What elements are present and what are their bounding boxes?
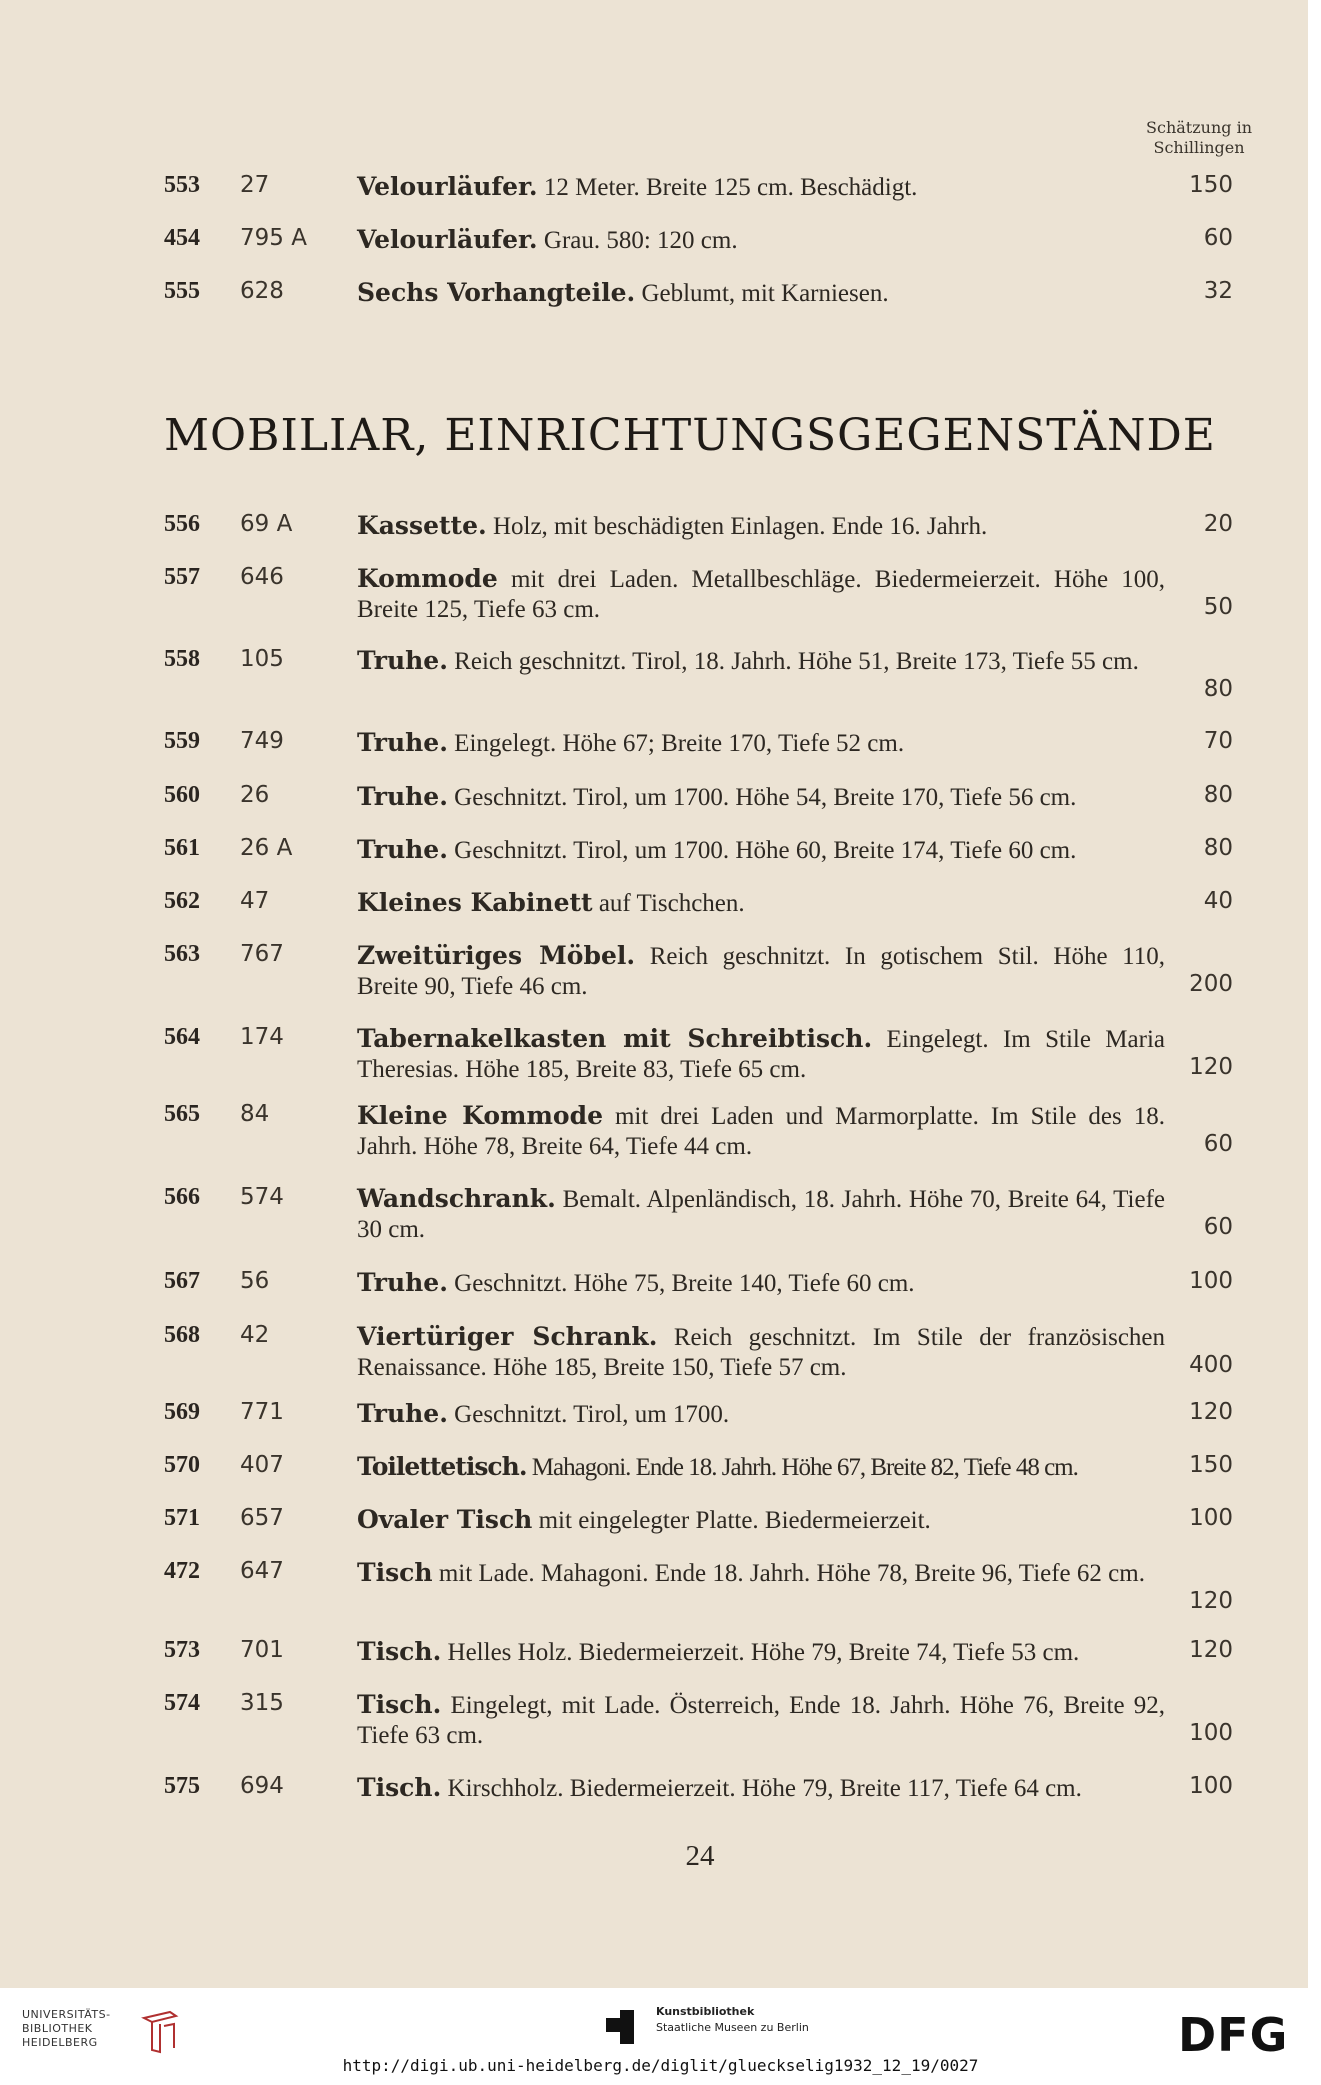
estimate-price: 32 [1203, 278, 1233, 304]
estimate-price: 100 [1189, 1505, 1233, 1531]
inventory-number: 26 [240, 782, 270, 808]
lot-number: 563 [164, 941, 200, 967]
inventory-number: 647 [240, 1558, 284, 1584]
entry-text: Reich geschnitzt. Im Stile der französischen Renaissance. Höhe 185, Breite 150, Tiefe 57 cm. [357, 1324, 1166, 1381]
entry-text: Geschnitzt. Tirol, um 1700. [454, 1401, 730, 1428]
estimate-column-header [1146, 118, 1252, 158]
estimate-price: 100 [1189, 1773, 1233, 1799]
inventory-number: 767 [240, 941, 284, 967]
entry-description [357, 1637, 1165, 1668]
inventory-number: 574 [240, 1184, 284, 1210]
entry-text: Reich geschnitzt. Tirol, 18. Jahrh. Höhe 51, Breite 173, Tiefe 55 cm. [454, 648, 1139, 675]
entry-description [357, 225, 1165, 256]
entry-title: Kassette. [357, 511, 487, 540]
estimate-price: 60 [1203, 1131, 1233, 1157]
lot-number: 472 [164, 1558, 200, 1584]
entry-description [357, 782, 1165, 813]
entry-description [357, 1690, 1165, 1751]
entry-title: Toilettetisch. [357, 1452, 527, 1481]
estimate-price: 100 [1189, 1268, 1233, 1294]
university-library-logo[interactable] [22, 2008, 162, 2050]
lot-number: 562 [164, 888, 200, 914]
lot-number: 558 [164, 646, 200, 672]
university-line-3: HEIDELBERG [22, 2036, 98, 2049]
kunstbibliothek-title: Kunstbibliothek [656, 2005, 755, 2018]
entry-title: Velourläufer. [357, 225, 538, 254]
entry-text: Bemalt. Alpenländisch, 18. Jahrh. Höhe 70, Breite 64, Tiefe 30 cm. [357, 1186, 1166, 1243]
kunstbibliothek-subtitle: Staatliche Museen zu Berlin [656, 2021, 809, 2034]
lot-number: 559 [164, 728, 200, 754]
estimate-price: 120 [1189, 1588, 1233, 1614]
estimate-price: 120 [1189, 1054, 1233, 1080]
entry-description [357, 1268, 1165, 1299]
entry-description [357, 646, 1165, 677]
entry-title: Tabernakelkasten mit Schreibtisch. [357, 1024, 873, 1053]
lot-number: 555 [164, 278, 200, 304]
lot-number: 564 [164, 1024, 200, 1050]
entry-text: Eingelegt. Im Stile Maria Theresias. Höhe 185, Breite 83, Tiefe 65 cm. [357, 1026, 1165, 1083]
estimate-price: 60 [1203, 225, 1233, 251]
inventory-number: 646 [240, 564, 284, 590]
inventory-number: 407 [240, 1452, 284, 1478]
dfg-logo[interactable]: DFG [1178, 2008, 1289, 2062]
inventory-number: 56 [240, 1268, 270, 1294]
inventory-number: 694 [240, 1773, 284, 1799]
estimate-price: 20 [1203, 511, 1233, 537]
entry-description [357, 728, 1165, 759]
entry-description [357, 278, 1165, 309]
entry-title: Truhe. [357, 728, 448, 757]
entry-text: Kirschholz. Biedermeierzeit. Höhe 79, Breite 117, Tiefe 64 cm. [447, 1775, 1082, 1802]
inventory-number: 795 A [240, 225, 307, 251]
lot-number: 557 [164, 564, 200, 590]
entry-description [357, 941, 1165, 1002]
inventory-number: 69 A [240, 511, 293, 537]
entry-title: Zweitüriges Möbel. [357, 941, 636, 970]
entry-description [357, 1773, 1165, 1804]
lot-number: 571 [164, 1505, 200, 1531]
inventory-number: 105 [240, 646, 284, 672]
lot-number: 454 [164, 225, 200, 251]
entry-text: Eingelegt, mit Lade. Österreich, Ende 18. Jahrh. Höhe 76, Breite 92, Tiefe 63 cm. [357, 1692, 1166, 1749]
estimate-price: 150 [1189, 1452, 1233, 1478]
entry-description [357, 1322, 1165, 1383]
lot-number: 556 [164, 511, 200, 537]
inventory-number: 701 [240, 1637, 284, 1663]
entry-title: Tisch [357, 1558, 433, 1587]
estimate-price: 40 [1203, 888, 1233, 914]
lot-number: 575 [164, 1773, 200, 1799]
entry-text: Helles Holz. Biedermeierzeit. Höhe 79, Breite 74, Tiefe 53 cm. [447, 1639, 1080, 1666]
lot-number: 567 [164, 1268, 200, 1294]
entry-title: Kleine Kommode [357, 1101, 603, 1130]
entry-description [357, 1399, 1165, 1430]
estimate-header-line-2: Schillingen [1153, 138, 1245, 157]
university-emblem-icon [140, 2010, 180, 2054]
estimate-price: 70 [1203, 728, 1233, 754]
estimate-price: 60 [1203, 1214, 1233, 1240]
estimate-price: 100 [1189, 1720, 1233, 1746]
entry-text: 12 Meter. Breite 125 cm. Beschädigt. [543, 174, 918, 201]
entry-text: Grau. 580: 120 cm. [543, 227, 738, 254]
footer-bar [0, 1988, 1321, 2085]
estimate-price: 50 [1203, 594, 1233, 620]
entry-title: Tisch. [357, 1690, 442, 1719]
entry-description [357, 888, 1165, 919]
inventory-number: 27 [240, 172, 270, 198]
entry-title: Sechs Vorhangteile. [357, 278, 636, 307]
entry-title: Tisch. [357, 1637, 442, 1666]
estimate-header-line-1: Schätzung in [1146, 118, 1252, 137]
estimate-price: 200 [1189, 971, 1233, 997]
inventory-number: 47 [240, 888, 270, 914]
lot-number: 561 [164, 835, 200, 861]
inventory-number: 174 [240, 1024, 284, 1050]
entry-description [357, 511, 1165, 542]
page-number: 24 [685, 1840, 715, 1872]
estimate-price: 400 [1189, 1352, 1233, 1378]
entry-title: Truhe. [357, 646, 448, 675]
estimate-price: 80 [1203, 835, 1233, 861]
entry-title: Truhe. [357, 1268, 448, 1297]
inventory-number: 84 [240, 1101, 270, 1127]
entry-text: Eingelegt. Höhe 67; Breite 170, Tiefe 52 cm. [454, 730, 905, 757]
entry-description [357, 1184, 1165, 1245]
entry-text: mit Lade. Mahagoni. Ende 18. Jahrh. Höhe 78, Breite 96, Tiefe 62 cm. [438, 1560, 1145, 1587]
entry-text: Geschnitzt. Tirol, um 1700. Höhe 54, Breite 170, Tiefe 56 cm. [454, 784, 1077, 811]
entry-text: mit drei Laden und Marmorplatte. Im Stile des 18. Jahrh. Höhe 78, Breite 64, Tiefe 44 cm. [357, 1103, 1165, 1160]
entry-title: Wandschrank. [357, 1184, 556, 1213]
entry-title: Truhe. [357, 835, 448, 864]
entry-title: Velourläufer. [357, 172, 538, 201]
inventory-number: 749 [240, 728, 284, 754]
lot-number: 560 [164, 782, 200, 808]
estimate-price: 120 [1189, 1637, 1233, 1663]
inventory-number: 315 [240, 1690, 284, 1716]
university-line-2: BIBLIOTHEK [22, 2022, 93, 2035]
entry-text: Mahagoni. Ende 18. Jahrh. Höhe 67, Breite 82, Tiefe 48 cm. [531, 1454, 1078, 1481]
lot-number: 574 [164, 1690, 200, 1716]
entry-title: Viertüriger Schrank. [357, 1322, 658, 1351]
entry-text: Holz, mit beschädigten Einlagen. Ende 16. Jahrh. [492, 513, 988, 540]
entry-description [357, 1024, 1165, 1085]
lot-number: 568 [164, 1322, 200, 1348]
lot-number: 570 [164, 1452, 200, 1478]
entry-title: Truhe. [357, 1399, 448, 1428]
entry-text: Geschnitzt. Höhe 75, Breite 140, Tiefe 60 cm. [454, 1270, 915, 1297]
entry-description [357, 1101, 1165, 1162]
entry-text: Geblumt, mit Karniesen. [641, 280, 889, 307]
entry-text: Geschnitzt. Tirol, um 1700. Höhe 60, Breite 174, Tiefe 60 cm. [454, 837, 1077, 864]
estimate-price: 80 [1203, 782, 1233, 808]
estimate-price: 120 [1189, 1399, 1233, 1425]
entry-description [357, 835, 1165, 866]
entry-title: Tisch. [357, 1773, 442, 1802]
entry-text: Reich geschnitzt. In gotischem Stil. Höhe 110, Breite 90, Tiefe 46 cm. [357, 943, 1166, 1000]
entry-title: Truhe. [357, 782, 448, 811]
entry-description [357, 172, 1165, 203]
entry-title: Kleines Kabinett [357, 888, 593, 917]
entry-title: Kommode [357, 564, 498, 593]
inventory-number: 628 [240, 278, 284, 304]
entry-text: mit eingelegter Platte. Biedermeierzeit. [538, 1507, 931, 1534]
section-heading: MOBILIAR, EINRICHTUNGSGEGENSTÄNDE [164, 410, 1216, 461]
entry-text: auf Tischchen. [598, 890, 745, 917]
lot-number: 565 [164, 1101, 200, 1127]
lot-number: 569 [164, 1399, 200, 1425]
lot-number: 566 [164, 1184, 200, 1210]
entry-text: mit drei Laden. Metallbeschläge. Biedermeierzeit. Höhe 100, Breite 125, Tiefe 63 cm. [357, 566, 1165, 623]
entry-description [357, 1505, 1165, 1536]
university-line-1: UNIVERSITÄTS- [22, 2008, 111, 2021]
entry-description [357, 1558, 1165, 1589]
entry-description [357, 1452, 1165, 1483]
kunstbibliothek-icon [606, 2010, 640, 2044]
inventory-number: 42 [240, 1322, 270, 1348]
estimate-price: 80 [1203, 676, 1233, 702]
lot-number: 573 [164, 1637, 200, 1663]
inventory-number: 26 A [240, 835, 293, 861]
permalink-url[interactable]: http://digi.ub.uni-heidelberg.de/diglit/glueckselig1932_12_19/0027 [342, 2056, 979, 2075]
inventory-number: 771 [240, 1399, 284, 1425]
inventory-number: 657 [240, 1505, 284, 1531]
entry-description [357, 564, 1165, 625]
lot-number: 553 [164, 172, 200, 198]
entry-title: Ovaler Tisch [357, 1505, 533, 1534]
estimate-price: 150 [1189, 172, 1233, 198]
